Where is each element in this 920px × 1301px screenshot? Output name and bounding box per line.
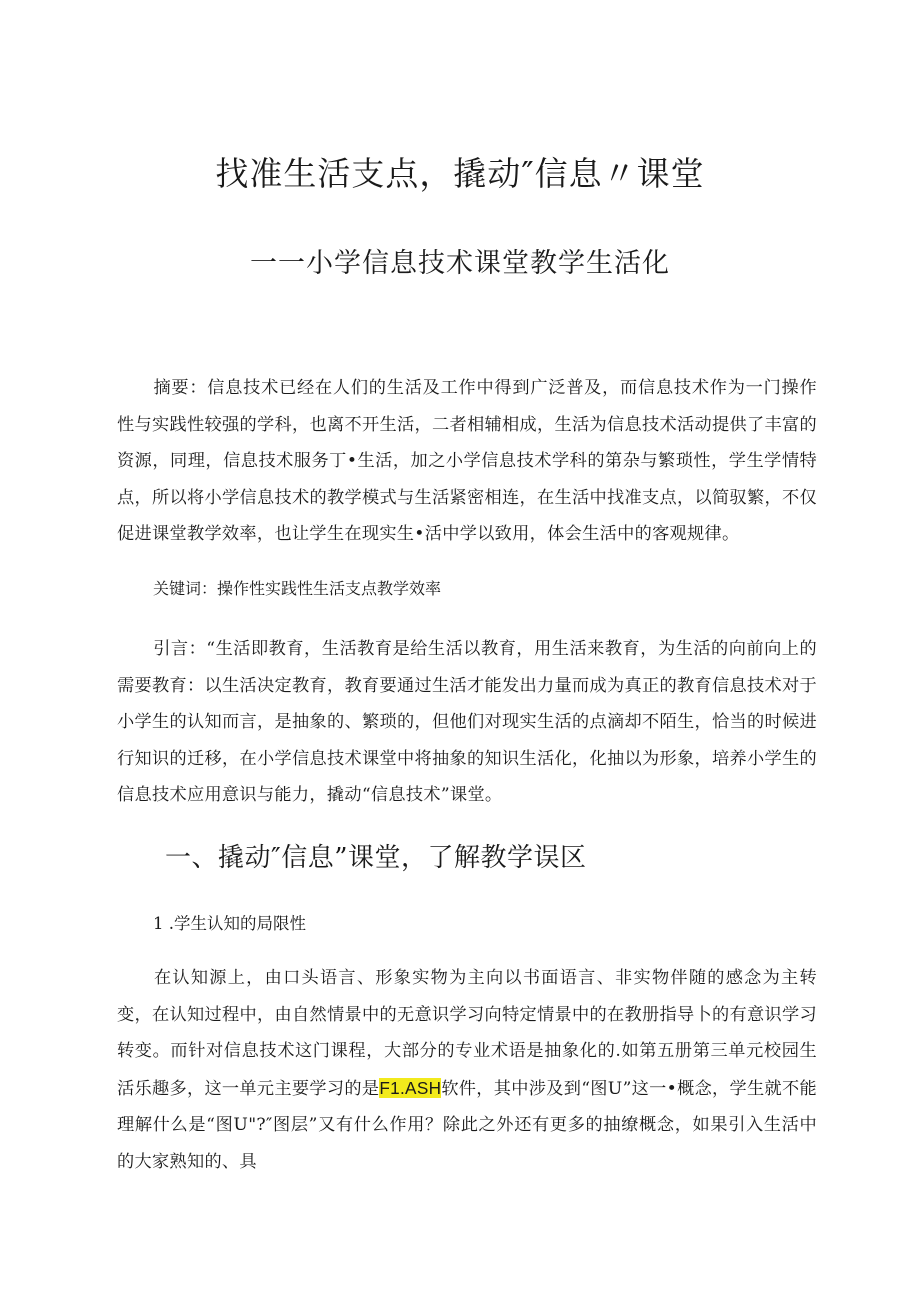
- subsection-heading-1-1: 1 .学生认知的局限性: [153, 914, 306, 933]
- keywords-line: 关键词：操作性实践性生活支点教学效率: [153, 579, 442, 598]
- body-text-part2: 软件，其中涉及到“图U”这一•概念，学生就不能理解什么是“图U"?″图层”又有什么作用？除此之外还有更多的抽缭概念，如果引入生活中的大家熟知的、具: [117, 1078, 817, 1172]
- intro-text: 引言：“生活即教育，生活教育是给生活以教育，用生活来教育，为生活的向前向上的需要教育：以生活决定教育，教育要通过生活才能发出力量而成为真正的教育信息技术对于小学生的认知而言，是抽象的、繁琐的，但他们对现实生活的点滴却不陌生，恰当的时候进行知识的迁移，在小学信息技术课堂中将抽象的知识生活化，化抽以为形象，培养小学生的信息技术应用意识与能力，撬动“信息技术”课堂。: [117, 639, 817, 805]
- intro-paragraph: [117, 631, 817, 814]
- body-text-part1: 在认知源上，由口头语言、形象实物为主向以书面语言、非实物伴随的感念为主转变，在认知过程中，由自然情景中的无意识学习向特定情景中的在教册指导卜的有意识学习转变。而针对信息技术这门课程，大部分的专业术语是抽象化的.如第五册第三单元校园生活乐趣多，这一单元主要学习的是: [117, 968, 817, 1099]
- body-paragraph: [117, 960, 817, 1180]
- document-title: 找准生活支点，撬动″信息〃课堂: [215, 154, 705, 193]
- section-heading-1: 一、撬动″信息”课堂，了解教学误区: [165, 843, 587, 873]
- highlighted-term: F1.ASH: [379, 1077, 442, 1098]
- abstract-text: 摘要：信息技术已经在人们的生活及工作中得到广泛普及，而信息技术作为一门操作性与实践性较强的学科，也离不开生活，二者相辅相成，生活为信息技术活动提供了丰富的资源，同理，信息技术服务丁•生活，加之小学信息技术学科的第杂与繁琐性，学生学情特点，所以将小学信息技术的教学模式与生活紧密相连，在生活中找准支点，以简驭繁，不仅促进课堂教学效率，也让学生在现实生•活中学以致用，体会生活中的客观规律。: [117, 378, 817, 544]
- document-subtitle: 一一小学信息技术课堂教学生活化: [250, 248, 670, 279]
- abstract-paragraph: [117, 370, 817, 553]
